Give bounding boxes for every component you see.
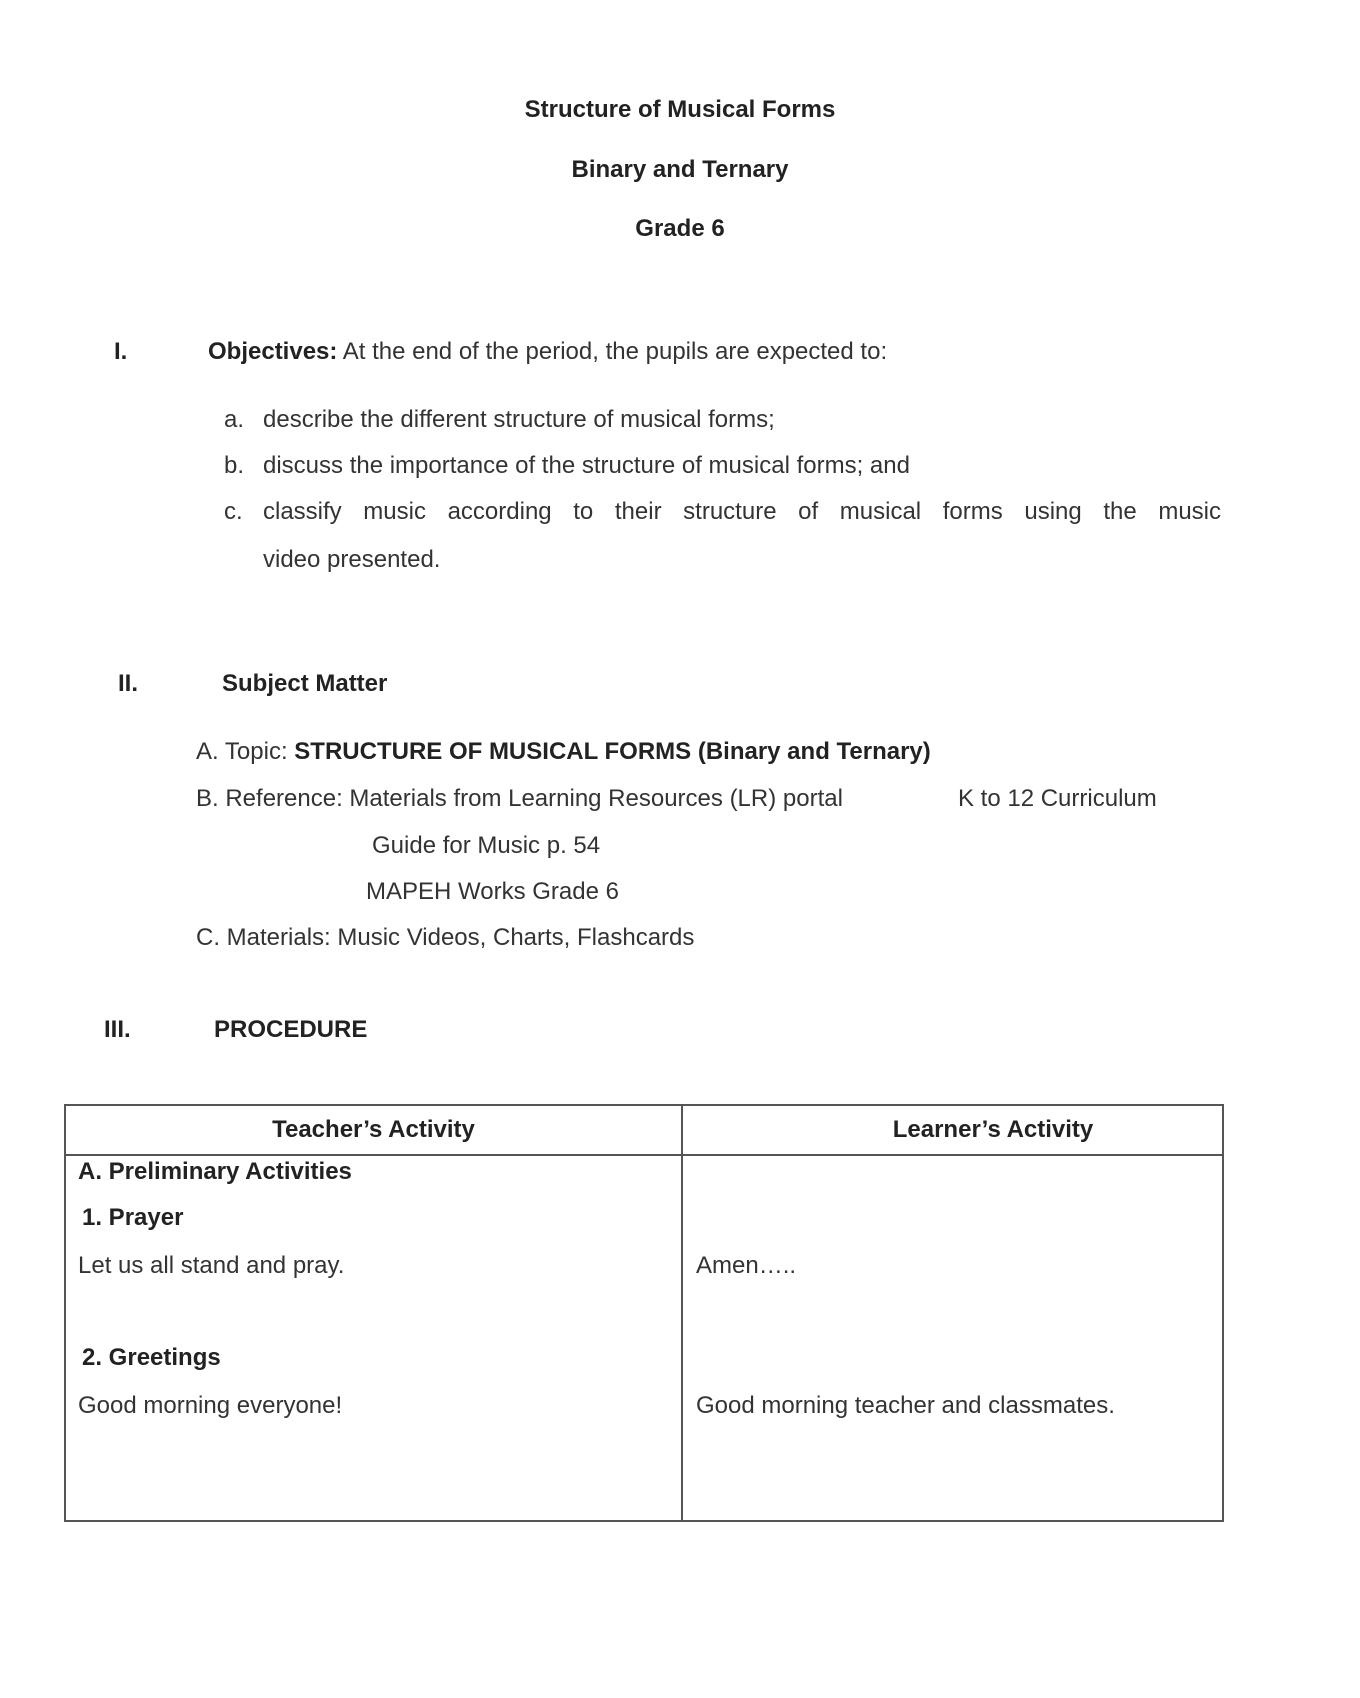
subject-topic — [196, 738, 931, 766]
objective-word: of — [798, 498, 819, 525]
step-prayer-teacher: Let us all stand and pray. — [78, 1252, 345, 1279]
objective-word: music — [1158, 498, 1221, 525]
section-numeral-subject-matter: II. — [118, 670, 139, 697]
document-grade: Grade 6 — [635, 215, 725, 242]
document-subtitle: Binary and Ternary — [571, 156, 789, 183]
objective-word: to — [573, 498, 594, 525]
objective-word: structure — [683, 498, 777, 525]
step-prayer-title: 1. Prayer — [82, 1204, 184, 1231]
subject-matter-heading: Subject Matter — [222, 670, 388, 697]
step-greetings-title: 2. Greetings — [82, 1344, 221, 1371]
objective-word: forms — [942, 498, 1003, 525]
table-column-divider — [681, 1106, 683, 1520]
objective-letter: b. — [224, 452, 245, 479]
objective-text — [263, 498, 1221, 526]
objective-letter: c. — [224, 498, 243, 525]
topic-value: STRUCTURE OF MUSICAL FORMS (Binary and Ternary) — [294, 738, 931, 765]
objectives-intro: At the end of the period, the pupils are expected to: — [337, 338, 888, 365]
objective-word: their — [614, 498, 662, 525]
table-header-divider — [66, 1154, 1222, 1156]
objective-word: classify — [263, 498, 342, 525]
objective-word: according — [447, 498, 552, 525]
topic-prefix: A. Topic: — [196, 738, 295, 765]
subject-reference-cont-2: MAPEH Works Grade 6 — [366, 878, 619, 905]
objective-text: discuss the importance of the structure of musical forms; and — [263, 452, 910, 479]
objective-letter: a. — [224, 406, 245, 433]
objective-item-c-continuation: video presented. — [263, 546, 441, 573]
objective-word: musical — [839, 498, 922, 525]
objective-word: using — [1024, 498, 1082, 525]
objectives-label: Objectives: — [208, 338, 338, 365]
objective-text: describe the different structure of musical forms; — [263, 406, 775, 433]
objective-item-a — [224, 406, 775, 434]
objective-item-c — [224, 498, 1221, 526]
subject-materials: C. Materials: Music Videos, Charts, Flashcards — [196, 924, 695, 951]
objective-item-b — [224, 452, 910, 480]
objectives-line — [208, 338, 887, 366]
step-greetings-learner: Good morning teacher and classmates. — [696, 1392, 1115, 1419]
procedure-table — [64, 1104, 1224, 1522]
section-numeral-procedure: III. — [104, 1016, 131, 1043]
step-greetings-teacher: Good morning everyone! — [78, 1392, 343, 1419]
table-header-learner: Learner’s Activity — [892, 1116, 1094, 1143]
table-header-teacher: Teacher’s Activity — [272, 1116, 475, 1143]
subject-reference: B. Reference: Materials from Learning Resources (LR) portal — [196, 785, 843, 812]
document-title: Structure of Musical Forms — [524, 96, 836, 123]
subject-reference-extra: K to 12 Curriculum — [958, 785, 1157, 812]
step-prayer-learner: Amen….. — [696, 1252, 797, 1279]
procedure-heading: PROCEDURE — [214, 1016, 368, 1043]
section-numeral-objectives: I. — [114, 338, 128, 365]
objective-word: the — [1103, 498, 1137, 525]
table-section-title: A. Preliminary Activities — [78, 1158, 352, 1185]
objective-word: music — [363, 498, 426, 525]
subject-reference-cont-1: Guide for Music p. 54 — [372, 832, 601, 859]
